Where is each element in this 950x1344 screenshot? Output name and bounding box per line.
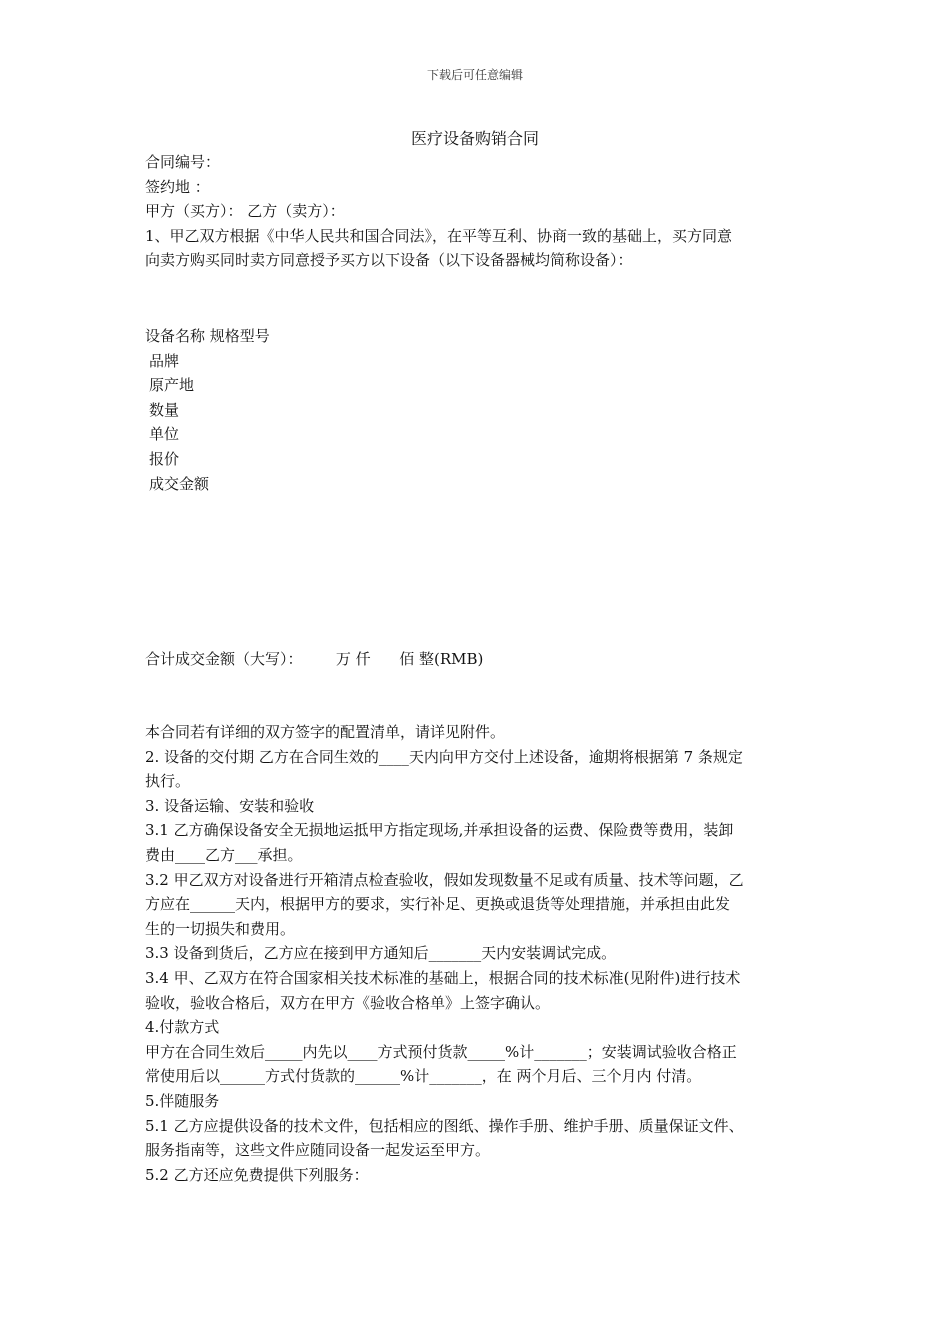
- clause-line: 方应在______天内，根据甲方的要求，实行补足、更换或退货等处理措施，并承担由此发: [145, 895, 731, 914]
- clauses-section: [145, 720, 810, 1187]
- clause-line: 2. 设备的交付期 乙方在合同生效的____天内向甲方交付上述设备，逾期将根据第 7 条规定: [145, 747, 743, 766]
- clause-line: 常使用后以______方式付货款的______%计_______，在 两个月后、三个月内 付清。: [145, 1067, 702, 1086]
- document-title: 医疗设备购销合同: [410, 129, 539, 148]
- table-header-name-model: 设备名称 规格型号: [145, 327, 270, 345]
- clause-line: 生的一切损失和费用。: [145, 919, 296, 938]
- clause-line: 3.4 甲、乙双方在符合国家相关技术标准的基础上，根据合同的技术标准(见附件)进行技术: [145, 968, 741, 987]
- equipment-table-headers: [145, 324, 810, 496]
- table-header-origin: 原产地: [149, 376, 195, 395]
- table-header-unit: 单位: [149, 425, 180, 444]
- table-header-quantity: 数量: [149, 400, 180, 419]
- clause-line: 甲方在合同生效后_____内先以____方式预付货款_____%计_______；安装调试验收合格正: [145, 1042, 737, 1061]
- intro-section: [145, 150, 810, 273]
- clause-line: 执行。: [145, 772, 191, 791]
- clause-line: 服务指南等，这些文件应随同设备一起发运至甲方。: [145, 1141, 491, 1160]
- clause-line: 本合同若有详细的双方签字的配置清单，请详见附件。: [145, 723, 506, 741]
- clause-line: 验收，验收合格后，双方在甲方《验收合格单》上签字确认。: [145, 993, 551, 1012]
- total-amount-section: [145, 647, 810, 672]
- table-header-quote: 报价: [149, 449, 180, 468]
- parties-line: 甲方（买方）： 乙方（卖方）：: [145, 202, 345, 221]
- clause-1-line-1: 1、甲乙双方根据《中华人民共和国合同法》，在平等互利、协商一致的基础上，买方同意: [145, 226, 733, 245]
- clause-line: 费由____乙方___承担。: [145, 845, 303, 864]
- clause-line: 3. 设备运输、安装和验收: [145, 796, 315, 815]
- clause-line: 5.1 乙方应提供设备的技术文件，包括相应的图纸、操作手册、维护手册、质量保证文件、: [145, 1116, 744, 1135]
- clause-line: 3.3 设备到货后，乙方应在接到甲方通知后_______天内安装调试完成。: [145, 944, 617, 963]
- clause-line: 3.2 甲乙双方对设备进行开箱清点检查验收，假如发现数量不足或有质量、技术等问题，乙: [145, 870, 744, 889]
- clause-line: 3.1 乙方确保设备安全无损地运抵甲方指定现场,并承担设备的运费、保险费等费用，装卸: [145, 821, 734, 840]
- contract-number-line: 合同编号：: [145, 153, 221, 171]
- clause-line: 5.伴随服务: [145, 1091, 220, 1110]
- total-amount-line: 合计成交金额（大写）： 万 仟 佰 整(RMB): [145, 650, 484, 668]
- clause-line: 5.2 乙方还应免费提供下列服务：: [145, 1165, 369, 1184]
- table-header-deal-amount: 成交金额: [149, 474, 210, 493]
- clause-1-line-2: 向卖方购买同时卖方同意授予买方以下设备（以下设备器械均简称设备）：: [145, 251, 633, 270]
- table-header-brand: 品牌: [149, 351, 180, 370]
- clause-line: 4.付款方式: [145, 1018, 220, 1037]
- header-note: 下载后可任意编辑: [426, 68, 523, 82]
- sign-place-line: 签约地 ：: [145, 177, 210, 196]
